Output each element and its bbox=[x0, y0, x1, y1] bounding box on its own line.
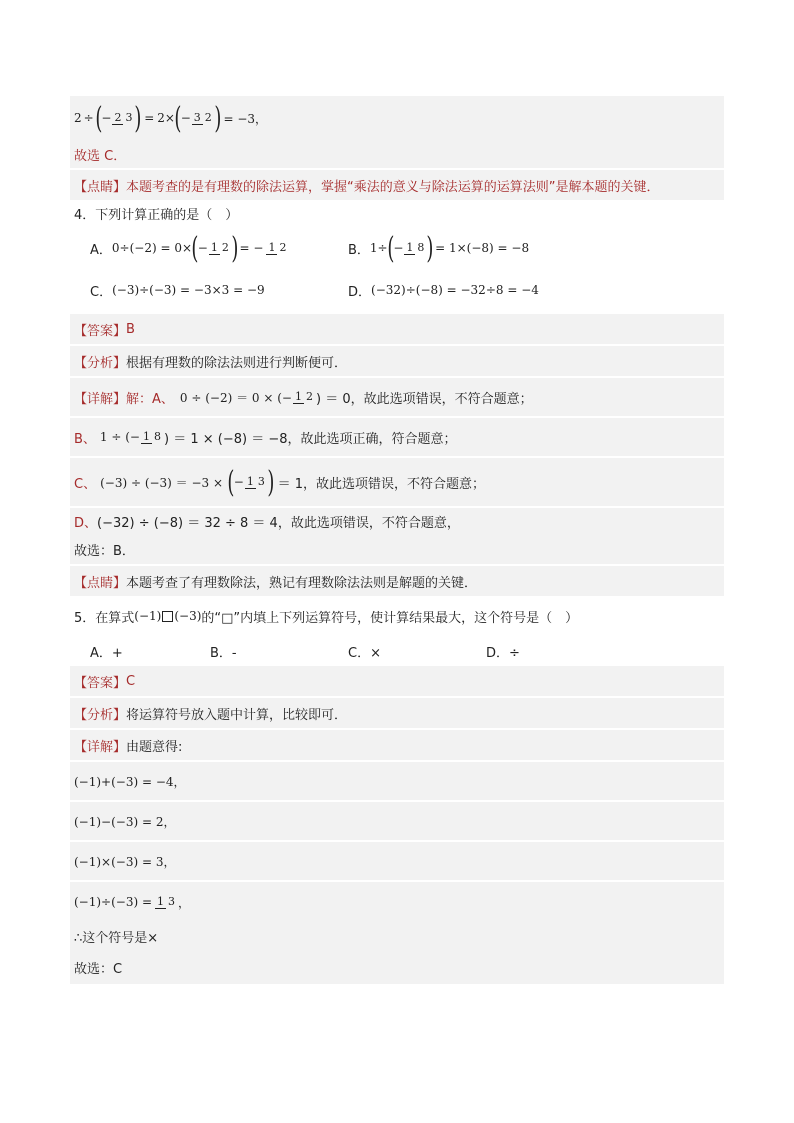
fraction: 1 3 bbox=[246, 475, 265, 488]
q4-detail-d: D、 (−32) ÷ (−8) ＝ 32 ÷ 8 ＝ 4，故此选项错误，不符合题意， bbox=[74, 515, 460, 531]
q4-detail-a: 【详解】 解：A、 0 ÷ (−2) ＝ 0 × (− 1 2 ) ＝ 0，故此选项错误，不符合题意； bbox=[74, 390, 533, 407]
q3-choice: 故选 C． bbox=[74, 148, 127, 164]
fraction: 3 2 bbox=[193, 111, 212, 124]
q4-answer: 【答案】 B bbox=[74, 321, 135, 339]
q3-dianjing: 【点睛】 本题考查的是有理数的除法运算，掌握“乘法的意义与除法运算的运算法则”是解本题的关键． bbox=[74, 179, 660, 195]
q4-detail-b: B、 1 ÷ (− 1 8 ) ＝ 1 × (−8) ＝ −8，故此选项正确，符合题意； bbox=[74, 430, 457, 447]
fraction: 1 2 bbox=[210, 241, 229, 254]
q3-solution-block bbox=[70, 96, 724, 200]
q4-dianjing: 【点睛】 本题考查了有理数除法，熟记有理数除法法则是解题的关键． bbox=[74, 575, 478, 591]
q5-option-b: B．- bbox=[210, 646, 237, 661]
fraction: 1 3 bbox=[157, 895, 176, 908]
q5-stem: 5．在算式 (−1) (−3) 的“□”内填上下列运算符号，使计算结果最大，这个符号是（ ） bbox=[74, 609, 579, 626]
blank-box-icon bbox=[162, 611, 173, 622]
q4-detail-c: C、 (−3) ÷ (−3) ＝ −3 × ( − 1 3 ) ＝ 1，故此选项错误，不符合题意； bbox=[74, 464, 485, 500]
q3-calc-line: 2 ÷ ( − 2 3 ) = 2× ( − 3 2 ) = −3， bbox=[74, 100, 268, 136]
q5-line-1: (−1)+(−3) = −4， bbox=[74, 774, 186, 789]
q5-answer: 【答案】 C bbox=[74, 673, 136, 691]
q4-option-d: D． (−32)÷(−8) = −32÷8 = −4 bbox=[348, 283, 539, 300]
q4-solution-block bbox=[70, 314, 724, 596]
q4-stem: 4．下列计算正确的是（ ） bbox=[74, 207, 239, 223]
q5-option-d: D．÷ bbox=[486, 646, 520, 661]
fraction: 1 2 bbox=[294, 390, 313, 403]
q5-fenxi: 【分析】 将运算符号放入题中计算，比较即可． bbox=[74, 707, 348, 723]
q5-xiangjie: 【详解】 由题意得: bbox=[74, 739, 183, 755]
q4-fenxi: 【分析】 根据有理数的除法法则进行判断便可． bbox=[74, 355, 348, 371]
document-page bbox=[70, 96, 724, 984]
q4-option-a: A． 0÷(−2) = 0× ( − 1 2 ) = − 1 2 bbox=[90, 230, 287, 266]
q4-choice: 故选：B． bbox=[74, 543, 135, 559]
q4-option-c: C． (−3)÷(−3) = −3×3 = −9 bbox=[90, 283, 265, 300]
q5-line-3: (−1)×(−3) = 3， bbox=[74, 854, 176, 869]
fraction: 2 3 bbox=[114, 111, 133, 124]
q5-options bbox=[70, 636, 724, 666]
fraction: 1 8 bbox=[406, 241, 425, 254]
q5-solution-block bbox=[70, 666, 724, 984]
q5-option-c: C．× bbox=[348, 646, 381, 661]
q5-line-4: (−1)÷(−3) = 1 3 ， bbox=[74, 895, 191, 910]
q5-choice: 故选：C bbox=[74, 961, 123, 977]
fraction: 1 2 bbox=[268, 241, 287, 254]
q5-line-2: (−1)−(−3) = 2， bbox=[74, 814, 176, 829]
q5-option-a: A．+ bbox=[90, 646, 123, 661]
q4-options bbox=[70, 226, 724, 314]
q4-option-b: B． 1÷ ( − 1 8 ) = 1×(−8) = −8 bbox=[348, 230, 530, 266]
fraction: 1 8 bbox=[142, 430, 161, 443]
q5-therefore: ∴这个符号是× bbox=[74, 930, 159, 946]
